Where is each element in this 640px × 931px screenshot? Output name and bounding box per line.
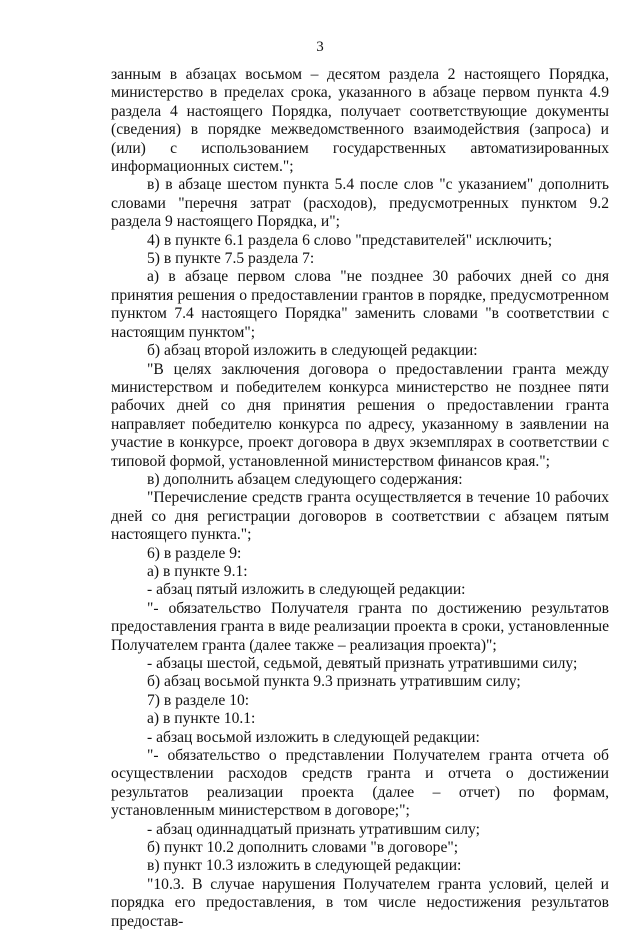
paragraph: - абзацы шестой, седьмой, девятый признать утратившими силу; bbox=[147, 655, 578, 672]
paragraph: б) абзац второй изложить в следующей редакции: bbox=[147, 342, 478, 360]
paragraph: в) дополнить абзацем следующего содержания: bbox=[147, 470, 463, 488]
paragraph: - абзац восьмой изложить в следующей редакции: bbox=[147, 728, 480, 746]
paragraph: - абзац пятый изложить в следующей редакции: bbox=[147, 581, 466, 599]
document-body bbox=[111, 66, 609, 931]
paragraph: 5) в пункте 7.5 раздела 7: bbox=[147, 250, 315, 268]
paragraph: а) в абзаце первом слова "не позднее 30 рабочих дней со дня принятия решения о предоставлении грантов в порядке, предусмотренном пунктом 7.4 настоящего Порядка" заменить словами "в соответствии с настоящим пунктом"; bbox=[111, 268, 609, 341]
paragraph: а) в пункте 10.1: bbox=[147, 710, 256, 728]
paragraph: 7) в разделе 10: bbox=[147, 691, 250, 709]
paragraph: в) пункт 10.3 изложить в следующей редакции: bbox=[147, 857, 462, 875]
paragraph: б) абзац восьмой пункта 9.3 признать утратившим силу; bbox=[147, 673, 521, 691]
page-number: 3 bbox=[316, 39, 324, 55]
paragraph: 4) в пункте 6.1 раздела 6 слово "представителей" исключить; bbox=[147, 231, 553, 249]
paragraph: "- обязательство о представлении Получателем гранта отчета об осуществлении расходов средств гранта и отчета о достижении результатов реализации проекта (далее – отчет) по формам, установленным министерством в договоре;"; bbox=[111, 747, 609, 820]
paragraph: "- обязательство Получателя гранта по достижению результатов предоставления гранта в виде реализации проекта в сроки, установленные Получателем гранта (далее также – реализация проекта)"; bbox=[111, 599, 609, 654]
paragraph: в) в абзаце шестом пункта 5.4 после слов "с указанием" дополнить словами "перечня затрат (расходов), предусмотренных пунктом 9.2 раздела 9 настоящего Порядка, и"; bbox=[111, 176, 609, 231]
paragraph: занным в абзацах восьмом – десятом раздела 2 настоящего Порядка, министерство в пределах срока, указанного в абзаце первом пункта 4.9 раздела 4 настоящего Порядка, получает соответствующие документы (сведения) в порядке межведомственного взаимодействия (запроса) и (или) с использованием государственных автоматизированных информационных систем."; bbox=[111, 66, 609, 176]
paragraph: - абзац одиннадцатый признать утратившим силу; bbox=[147, 820, 480, 838]
paragraph: "10.3. В случае нарушения Получателем гранта условий, целей и порядка его предоставления, в том числе недостижения результатов предостав- bbox=[111, 875, 609, 930]
paragraph: а) в пункте 9.1: bbox=[147, 562, 248, 580]
paragraph: б) пункт 10.2 дополнить словами "в договоре"; bbox=[147, 839, 459, 857]
paragraph: 6) в разделе 9: bbox=[147, 544, 242, 562]
paragraph: "Перечисление средств гранта осуществляется в течение 10 рабочих дней со дня регистрации договоров в соответствии с абзацем пятым настоящего пункта."; bbox=[111, 489, 609, 544]
paragraph: "В целях заключения договора о предоставлении гранта между министерством и победителем конкурса министерство не позднее пяти рабочих дней со дня принятия решения о предоставлении гранта направляет победителю конкурса по адресу, указанному в заявлении на участие в конкурсе, проект договора в двух экземплярах в соответствии с типовой формой, установленной министерством финансов края."; bbox=[111, 360, 609, 470]
